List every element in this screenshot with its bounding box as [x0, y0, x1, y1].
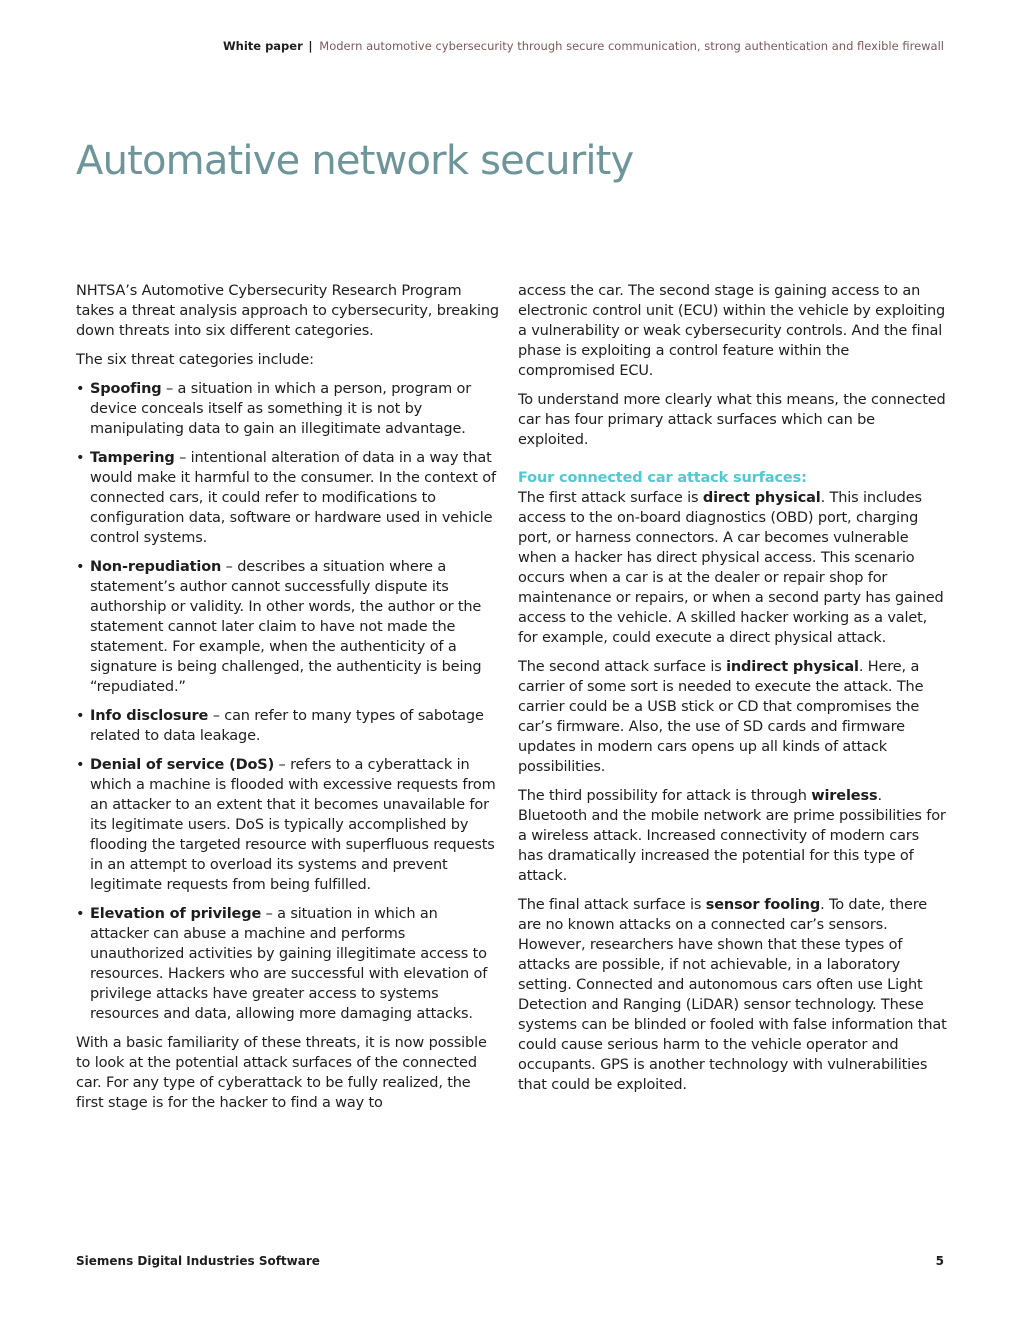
threat-list — [76, 379, 500, 1024]
footer-company: Siemens Digital Industries Software — [76, 1254, 320, 1268]
surface-term: wireless — [811, 788, 878, 804]
threat-desc: – can refer to many types of sabotage related to data leakage. — [90, 708, 484, 744]
understand-paragraph: To understand more clearly what this means, the connected car has four primary attack surfaces which can be exploited. — [518, 392, 946, 448]
surface-post: . This includes access to the on-board diagnostics (OBD) port, charging port, or harness connectors. A car becomes vulnerable when a hacker has direct physical access. This scenario occurs when a car is at the dealer or repair shop for maintenance or repairs, or when a second party has gained access to the vehicle. A skilled hacker working as a valet, for example, could execute a direct physical attack. — [518, 490, 944, 646]
threat-term: Elevation of privilege — [90, 906, 262, 922]
intro-paragraph: NHTSA’s Automotive Cybersecurity Research Program takes a threat analysis approach to cybersecurity, breaking down threats into six different categories. — [76, 283, 499, 339]
left-column — [76, 281, 500, 1122]
surface-pre: The final attack surface is — [518, 897, 706, 913]
right-column — [518, 281, 948, 1104]
threat-term: Tampering — [90, 450, 175, 466]
section-subheading: Four connected car attack surfaces: — [518, 470, 807, 486]
threat-item-spoofing — [76, 379, 500, 439]
threat-desc: – refers to a cyberattack in which a machine is flooded with excessive requests from an attacker to an extent that it becomes unavailable for its legitimate users. DoS is typically accomplished by flooding the targeted resource with superfluous requests in an attempt to overload its systems and prevent legitimate requests from being fulfilled. — [90, 757, 496, 893]
surface-pre: The third possibility for attack is through — [518, 788, 812, 804]
surface-term: sensor fooling — [705, 897, 821, 913]
surface-pre: The second attack surface is — [518, 659, 727, 675]
page-number: 5 — [935, 1254, 944, 1268]
threat-term: Denial of service (DoS) — [90, 757, 275, 773]
attack-surface-indirect — [518, 657, 948, 777]
threat-item-elevation-of-privilege — [76, 904, 500, 1024]
header-subtitle: Modern automotive cybersecurity through secure communication, strong authentication and flexible firewall — [319, 39, 944, 53]
header-separator: | — [308, 39, 313, 53]
threat-term: Spoofing — [90, 381, 162, 397]
closing-paragraph: With a basic familiarity of these threats, it is now possible to look at the potential attack surfaces of the connected car. For any type of cyberattack to be fully realized, the first stage is for the hacker to find a way to — [76, 1035, 487, 1111]
surface-post: . Bluetooth and the mobile network are prime possibilities for a wireless attack. Increased connectivity of modern cars has dramatically increased the potential for this type of attack. — [518, 788, 946, 884]
threat-desc: – a situation in which a person, program or device conceals itself as something it is not by manipulating data to gain an illegitimate advantage. — [90, 381, 472, 437]
list-intro: The six threat categories include: — [76, 352, 314, 368]
header-label: White paper — [222, 39, 303, 53]
threat-item-non-repudiation — [76, 557, 500, 697]
surface-post: . Here, a carrier of some sort is needed to execute the attack. The carrier could be a USB stick or CD that compromises the car’s firmware. Also, the use of SD cards and firmware updates in modern cars opens up all kinds of attack possibilities. — [518, 659, 924, 775]
surface-pre: The first attack surface is — [518, 490, 703, 506]
continuation-paragraph: access the car. The second stage is gaining access to an electronic control unit (ECU) within the vehicle by exploiting a vulnerability or weak cybersecurity controls. And the final phase is exploiting a control feature within the compromised ECU. — [518, 283, 946, 379]
threat-desc: – intentional alteration of data in a way that would make it harmful to the consumer. In the context of connected cars, it could refer to modifications to configuration data, software or hardware used in vehicle control systems. — [90, 450, 496, 546]
threat-term: Info disclosure — [90, 708, 209, 724]
threat-desc: – describes a situation where a statement’s author cannot successfully dispute its authorship or validity. In other words, the author or the statement cannot later claim to have not made the statement. For example, when the authenticity of a signature is being challenged, the authenticity is being “repudiated.” — [90, 559, 482, 695]
threat-desc: – a situation in which an attacker can abuse a machine and performs unauthorized activities by gaining illegitimate access to resources. Hackers who are successful with elevation of privilege attacks have greater access to systems resources and data, allowing more damaging attacks. — [90, 906, 488, 1022]
attack-surface-wireless — [518, 786, 948, 886]
surface-term: direct physical — [702, 490, 821, 506]
page-title: Automative network security — [76, 138, 634, 184]
surface-term: indirect physical — [726, 659, 859, 675]
threat-item-info-disclosure — [76, 706, 500, 746]
running-header — [223, 39, 944, 53]
attack-surface-direct — [518, 488, 948, 648]
threat-term: Non-repudiation — [90, 559, 222, 575]
surface-post: . To date, there are no known attacks on a connected car’s sensors. However, researchers have shown that these types of attacks are possible, if not achievable, in a laboratory setting. Connected and autonomous cars often use Light Detection and Ranging (LiDAR) sensor technology. These systems can be blinded or fooled with false information that could cause serious harm to the vehicle operator and occupants. GPS is another technology with vulnerabilities that could be exploited. — [518, 897, 947, 1093]
attack-surface-sensor — [518, 895, 948, 1095]
threat-item-denial-of-service — [76, 755, 500, 895]
threat-item-tampering — [76, 448, 500, 548]
